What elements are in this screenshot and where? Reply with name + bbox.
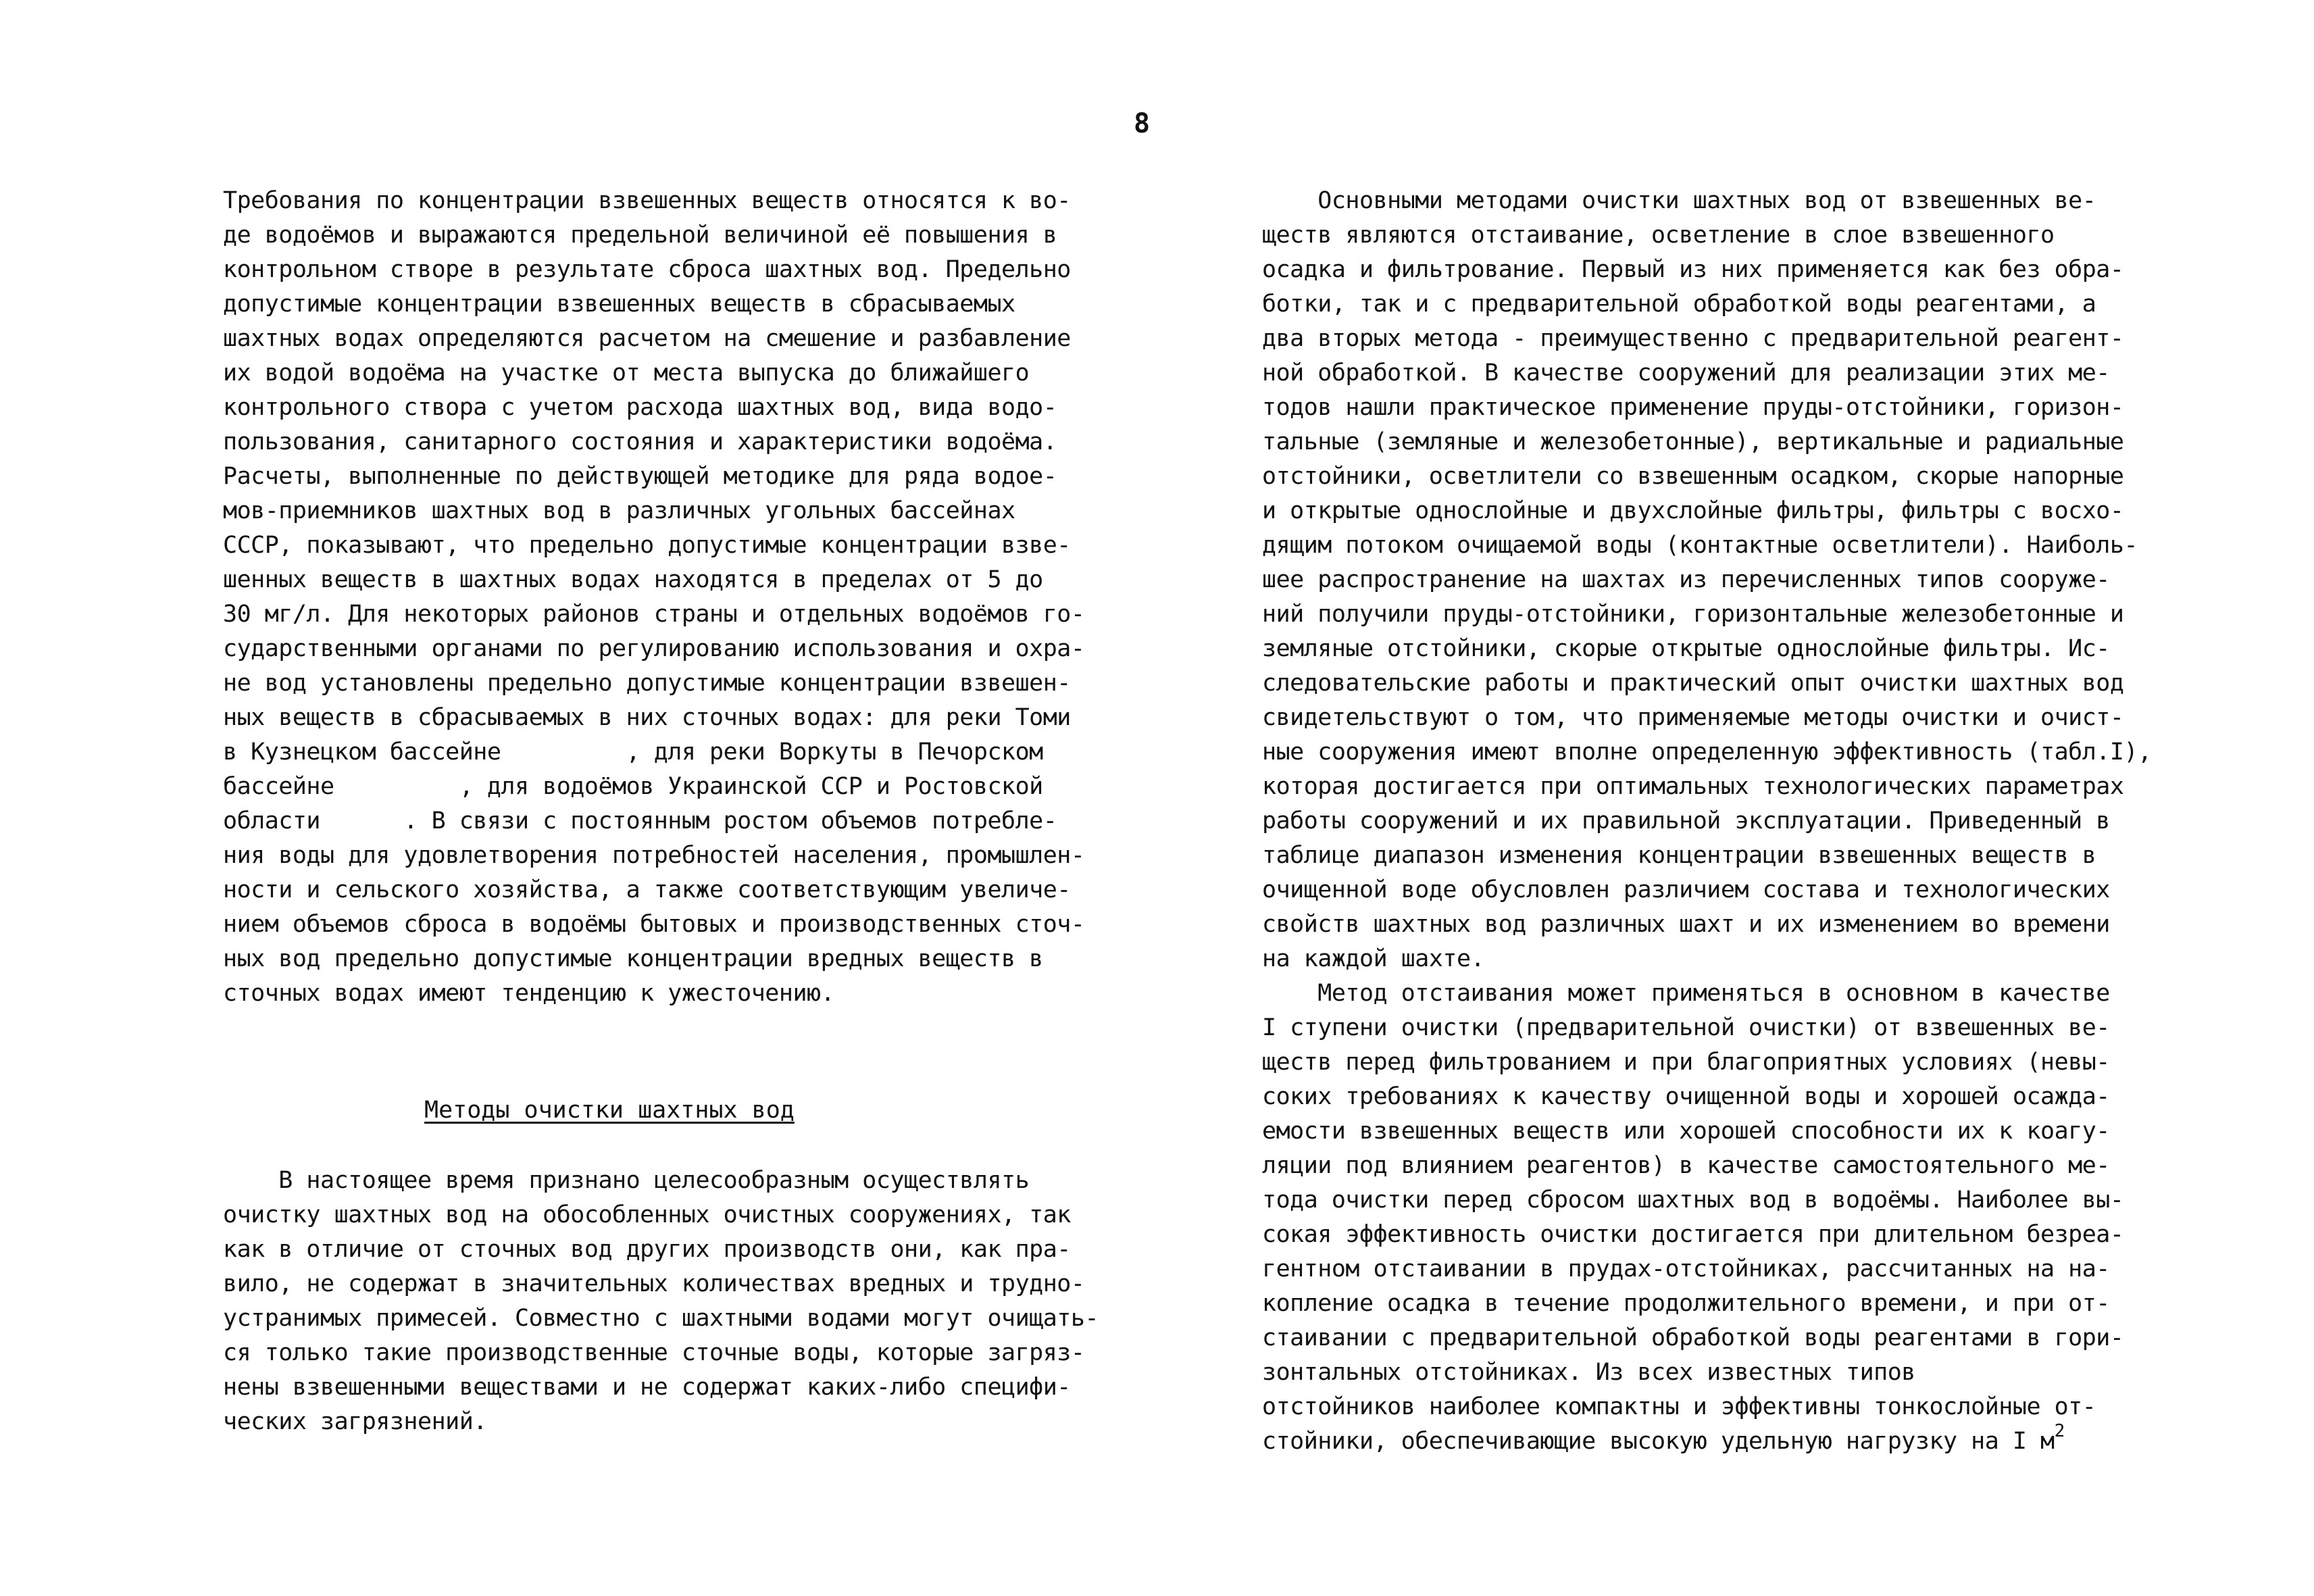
section-heading: Методы очистки шахтных вод xyxy=(424,1097,795,1124)
superscript-two: 2 xyxy=(2054,1421,2065,1441)
text-line: контрольном створе в результате сброса шахтных вод. Предельно xyxy=(223,256,1071,283)
text-line: шее распространение на шахтах из перечисленных типов сооруже- xyxy=(1262,566,2110,593)
text-line: их водой водоёма на участке от места выпуска до ближайшего xyxy=(223,359,1030,386)
text-line: ния воды для удовлетворения потребностей населения, промышлен- xyxy=(223,842,1085,869)
text-line: шахтных водах определяются расчетом на смешение и разбавление xyxy=(223,325,1071,352)
text-line: сокая эффективность очистки достигается при длительном безреа- xyxy=(1262,1221,2124,1248)
text-line: зонтальных отстойниках. Из всех известных типов xyxy=(1262,1359,1915,1386)
text-line: два вторых метода - преимущественно с предварительной реагент- xyxy=(1262,325,2124,352)
text-line: ся только такие производственные сточные воды, которые загряз- xyxy=(223,1339,1085,1366)
text-line: тальные (земляные и железобетонные), вертикальные и радиальные xyxy=(1262,428,2124,455)
text-line: ные сооружения имеют вполне определенную эффективность (табл.I), xyxy=(1262,739,2152,766)
text-line: ляции под влиянием реагентов) в качестве самостоятельного ме- xyxy=(1262,1152,2110,1179)
text-line: которая достигается при оптимальных технологических параметрах xyxy=(1262,773,2124,800)
text-line: соких требованиях к качеству очищенной воды и хорошей осажда- xyxy=(1262,1083,2110,1110)
text-line: Метод отстаивания может применяться в основном в качестве xyxy=(1262,980,2110,1007)
text-line: свойств шахтных вод различных шахт и их изменением во времени xyxy=(1262,911,2110,938)
text-line: устранимых примесей. Совместно с шахтными водами могут очищать- xyxy=(223,1305,1099,1332)
text-line: I ступени очистки (предварительной очистки) от взвешенных ве- xyxy=(1262,1014,2110,1041)
text-line: ной обработкой. В качестве сооружений для реализации этих ме- xyxy=(1262,359,2110,386)
methods-paragraph xyxy=(223,1164,1099,1439)
text-line: ботки, так и с предварительной обработкой воды реагентами, а xyxy=(1262,291,2096,318)
text-line: земляные отстойники, скорые открытые однослойные фильтры. Ис- xyxy=(1262,635,2110,662)
text-line: тодов нашли практическое применение пруды-отстойники, горизон- xyxy=(1262,394,2124,421)
text-line: не вод установлены предельно допустимые концентрации взвешен- xyxy=(223,670,1071,697)
text-line: емости взвешенных веществ или хорошей способности их к коагу- xyxy=(1262,1118,2110,1145)
text-line: 30 мг/л. Для некоторых районов страны и отдельных водоёмов го- xyxy=(223,601,1085,628)
left-column-paragraph xyxy=(223,184,1084,1011)
text-line: ческих загрязнений. xyxy=(223,1408,487,1435)
text-line: таблице диапазон изменения концентрации взвешенных веществ в xyxy=(1262,842,2096,869)
text-line: осадка и фильтрование. Первый из них применяется как без обра- xyxy=(1262,256,2124,283)
text-line: нены взвешенными веществами и не содержат каких-либо специфи- xyxy=(223,1374,1071,1401)
text-line: Расчеты, выполненные по действующей методике для ряда водое- xyxy=(223,463,1057,490)
text-line: отстойники, осветлители со взвешенным осадком, скорые напорные xyxy=(1262,463,2124,490)
text-line: сударственными органами по регулированию использования и охра- xyxy=(223,635,1085,662)
text-line: Требования по концентрации взвешенных веществ относятся к во- xyxy=(223,187,1071,214)
text-line: как в отличие от сточных вод других производств они, как пра- xyxy=(223,1236,1071,1263)
text-line: очищенной воде обусловлен различием состава и технологических xyxy=(1262,876,2110,903)
text-line: свидетельствуют о том, что применяемые методы очистки и очист- xyxy=(1262,704,2124,731)
text-line: де водоёмов и выражаются предельной величиной её повышения в xyxy=(223,222,1057,249)
text-line: В настоящее время признано целесообразным осуществлять xyxy=(223,1167,1030,1194)
text-line: на каждой шахте. xyxy=(1262,945,1485,972)
text-line: ных веществ в сбрасываемых в них сточных водах: для реки Томи xyxy=(223,704,1071,731)
text-line: вило, не содержат в значительных количествах вредных и трудно- xyxy=(223,1270,1085,1297)
text-line: контрольного створа с учетом расхода шахтных вод, вида водо- xyxy=(223,394,1057,421)
text-line: копление осадка в течение продолжительного времени, и при от- xyxy=(1262,1290,2110,1317)
text-line: очистку шахтных вод на обособленных очистных сооружениях, так xyxy=(223,1201,1071,1228)
text-line: работы сооружений и их правильной эксплуатации. Приведенный в xyxy=(1262,807,2110,834)
text-line: ности и сельского хозяйства, а также соответствующим увеличе- xyxy=(223,876,1071,903)
text-line: ний получили пруды-отстойники, горизонтальные железобетонные и xyxy=(1262,601,2124,628)
text-line: гентном отстаивании в прудах-отстойниках, рассчитанных на на- xyxy=(1262,1255,2110,1282)
text-line: сточных водах имеют тенденцию к ужесточению. xyxy=(223,980,835,1007)
text-line: отстойников наиболее компактны и эффективны тонкослойные от- xyxy=(1262,1393,2096,1420)
text-line: ществ перед фильтрованием и при благоприятных условиях (невы- xyxy=(1262,1049,2110,1076)
text-line: шенных веществ в шахтных водах находятся в пределах от 5 до xyxy=(223,566,1043,593)
text-line: дящим потоком очищаемой воды (контактные осветлители). Наиболь- xyxy=(1262,532,2138,559)
text-line: нием объемов сброса в водоёмы бытовых и производственных сточ- xyxy=(223,911,1085,938)
text-line: стойники, обеспечивающие высокую удельную нагрузку на I $м^2$ xyxy=(1262,1421,2065,1455)
page-number: 8 xyxy=(1133,108,1151,139)
right-column-text xyxy=(1262,184,2152,1459)
text-line: пользования, санитарного состояния и характеристики водоёма. xyxy=(223,428,1057,455)
text-line: ных вод предельно допустимые концентрации вредных веществ в xyxy=(223,945,1043,972)
text-line: тода очистки перед сбросом шахтных вод в водоёмы. Наиболее вы- xyxy=(1262,1187,2124,1214)
text-line: в Кузнецком бассейне , для реки Воркуты в Печорском xyxy=(223,739,1043,766)
text-line: СССР, показывают, что предельно допустимые концентрации взве- xyxy=(223,532,1071,559)
text-line: ществ являются отстаивание, осветление в слое взвешенного xyxy=(1262,222,2055,249)
text-line: и открытые однослойные и двухслойные фильтры, фильтры с восхо- xyxy=(1262,497,2124,524)
text-line: бассейне , для водоёмов Украинской ССР и Ростовской xyxy=(223,773,1043,800)
text-line: области . В связи с постоянным ростом объемов потребле- xyxy=(223,807,1057,834)
text-line: Основными методами очистки шахтных вод от взвешенных ве- xyxy=(1262,187,2096,214)
text-line: допустимые концентрации взвешенных веществ в сбрасываемых xyxy=(223,291,1015,318)
text-line: следовательские работы и практический опыт очистки шахтных вод xyxy=(1262,670,2124,697)
text-line: стаивании с предварительной обработкой воды реагентами в гори- xyxy=(1262,1324,2124,1351)
text-line: мов-приемников шахтных вод в различных угольных бассейнах xyxy=(223,497,1015,524)
